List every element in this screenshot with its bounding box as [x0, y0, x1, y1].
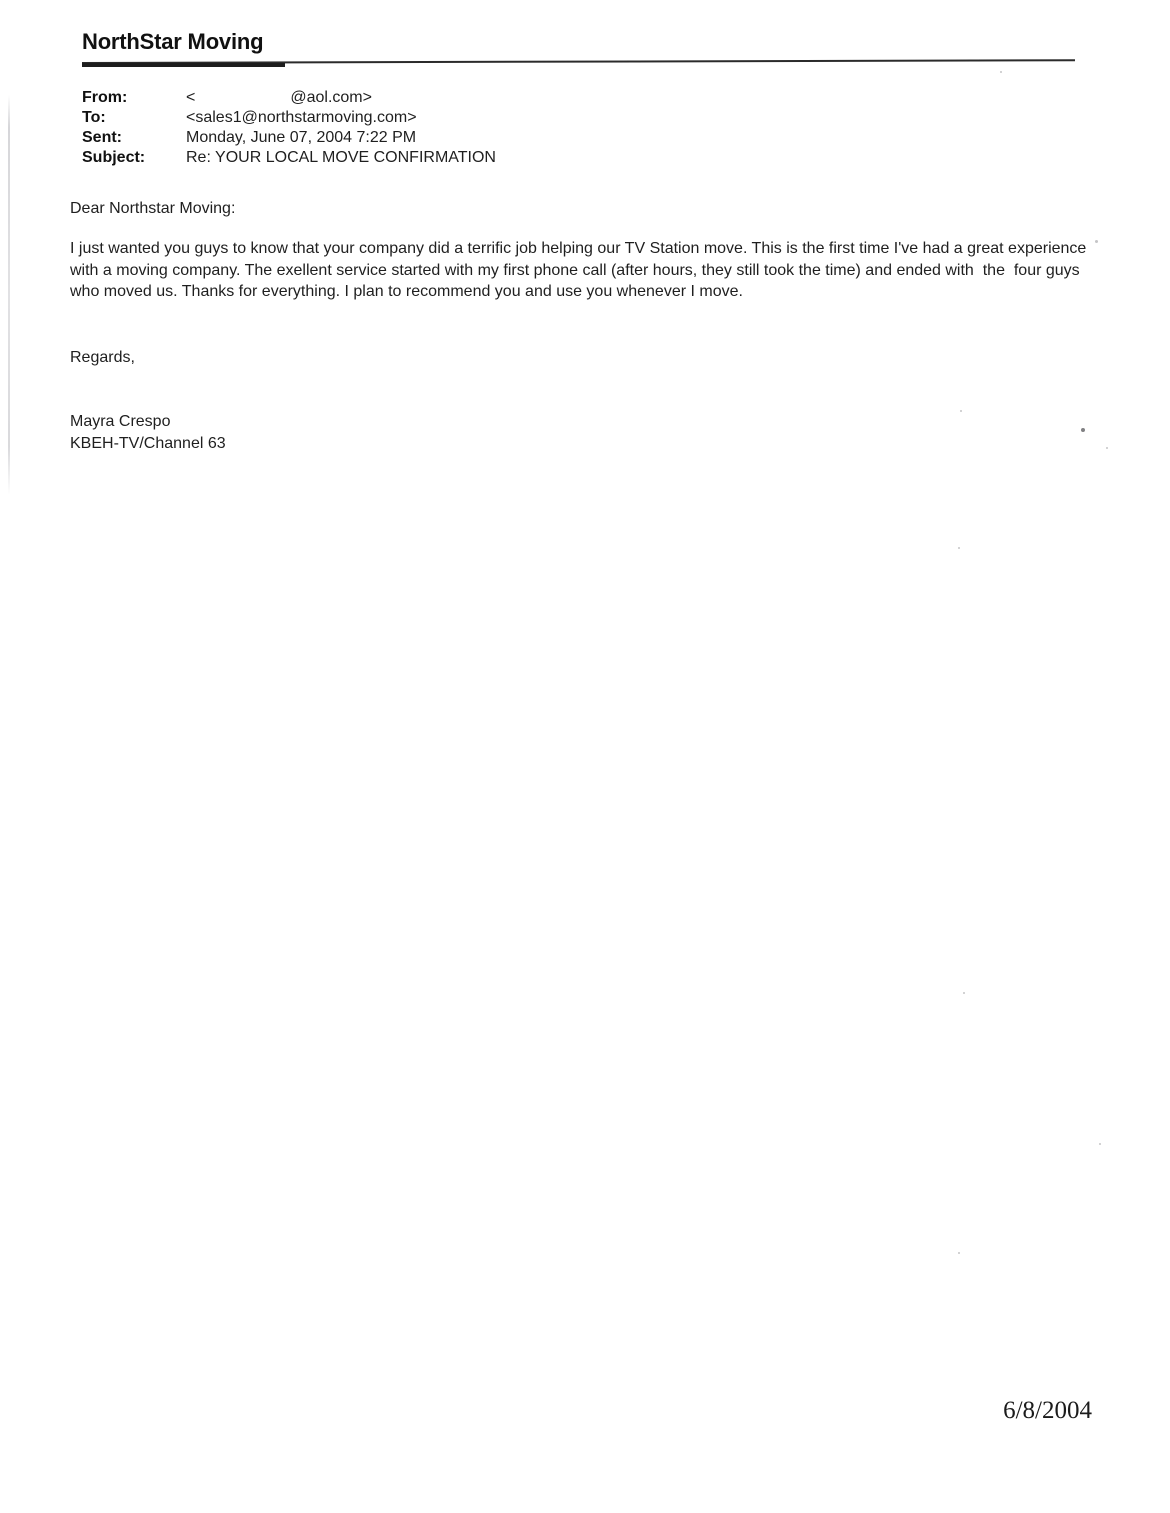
scan-speckle [1106, 447, 1108, 449]
email-field-label: Subject: [82, 149, 146, 166]
company-name: NorthStar Moving [82, 29, 264, 54]
email-field-to [82, 108, 782, 128]
email-field-sent [82, 128, 782, 148]
email-field-value: Monday, June 07, 2004 7:22 PM [186, 129, 417, 146]
from-address-prefix: < [186, 89, 196, 106]
email-field-label: Sent: [82, 129, 122, 146]
divider-rule-heavy [82, 63, 285, 67]
date-stamp: 6/8/2004 [1003, 1397, 1092, 1424]
letter-signature [70, 411, 226, 455]
email-field-label: From: [82, 89, 128, 106]
scan-speckle [1099, 1143, 1101, 1145]
scan-speckle [960, 410, 962, 412]
email-field-label: To: [82, 109, 106, 126]
email-field-subject [82, 148, 782, 168]
letter-salutation: Dear Northstar Moving: [70, 200, 236, 217]
email-field-from [82, 88, 782, 108]
letter-closing: Regards, [70, 349, 135, 366]
scan-speckle [958, 1252, 960, 1254]
signature-name: Mayra Crespo [70, 413, 171, 430]
email-header-fields [82, 88, 782, 168]
scan-speckle [1081, 428, 1085, 432]
scan-speckle [963, 992, 965, 994]
email-field-value [186, 88, 372, 108]
signature-affiliation: KBEH-TV/Channel 63 [70, 435, 226, 452]
scan-speckle [1000, 71, 1002, 73]
scan-speckle [958, 547, 960, 549]
scan-edge-artifact [8, 95, 10, 495]
letterhead-divider [82, 60, 1075, 66]
letterhead [82, 29, 263, 55]
letter-paragraph: I just wanted you guys to know that your company did a terrific job helping our TV Station move. This is the first time I've had a great experience with a moving company. The exellent service started with my first phone call (after hours, they still took the time) and ended with the four guys who moved us. Thanks for everything. I plan to recommend you and use you whenever I move. [70, 240, 1091, 300]
email-field-value: <sales1@northstarmoving.com> [186, 109, 417, 126]
letter-body [70, 238, 1096, 303]
from-address-suffix: @aol.com> [290, 89, 372, 106]
email-field-value: Re: YOUR LOCAL MOVE CONFIRMATION [186, 149, 496, 166]
